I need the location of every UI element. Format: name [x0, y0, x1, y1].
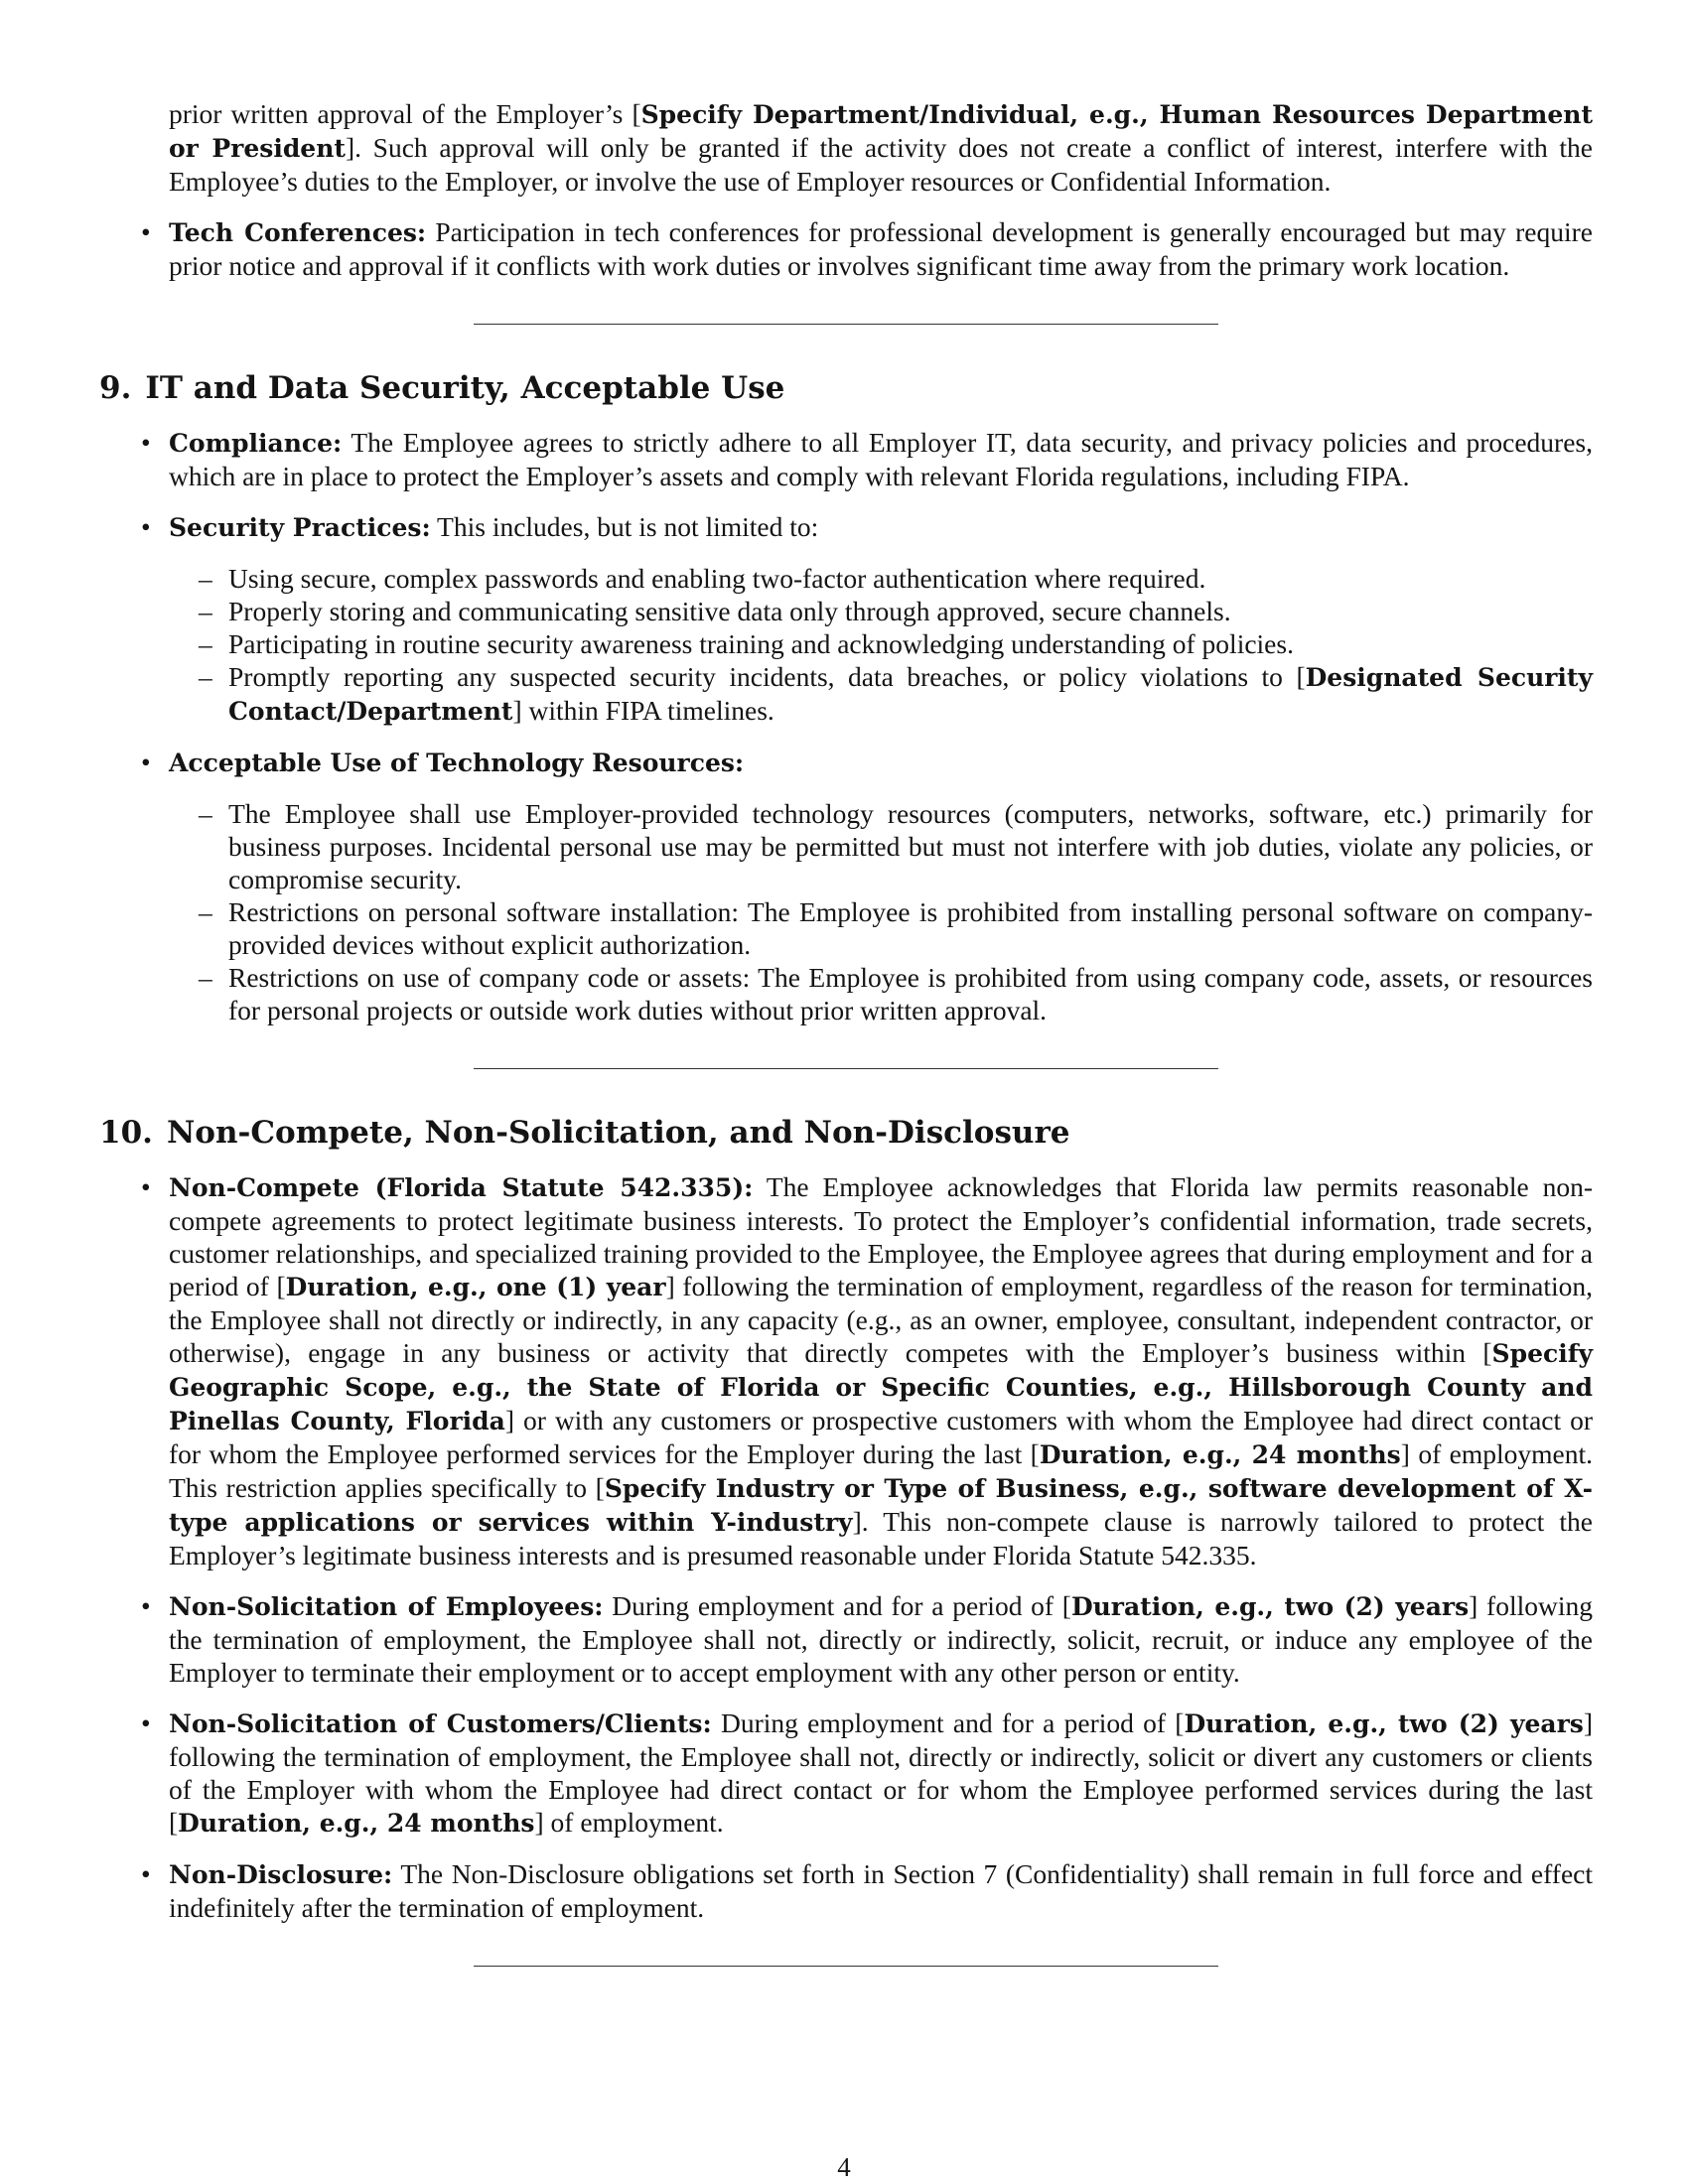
section-title: IT and Data Security, Acceptable Use [145, 370, 785, 406]
placeholder-text: Specify Industry or Type of Business, e.g., software development of X-type applications or services within Y-industry [169, 1474, 1593, 1537]
text-run: ] following the termination of employment, the Employee shall not, directly or indirectly, solicit or divert any customers or clients of the Employer with whom the Employee had direct contact or for whom the Employee performed services during the last [ [169, 1707, 1593, 1838]
item-text: Participation in tech conferences for professional development is generally encouraged but may require prior notice and approval if it conflicts with work duties or involves significant time away from the primary work location. [169, 216, 1593, 281]
sub-list-item: – Properly storing and communicating sensitive data only through approved, secure channels. [228, 595, 1593, 627]
item-label: Non-Compete (Florida Statute 542.335): [169, 1173, 754, 1202]
placeholder-text: Duration, e.g., two (2) years [1070, 1592, 1470, 1621]
list-item-non-solicitation-customers [169, 1706, 1593, 1840]
item-label: Non-Solicitation of Customers/Clients: [169, 1709, 712, 1738]
list-item-non-compete [169, 1170, 1593, 1571]
text-run: Promptly reporting any suspected security incidents, data breaches, or policy violations to [ [228, 661, 1306, 692]
item-text: The Employee agrees to strictly adhere to all Employer IT, data security, and privacy policies and procedures, which are in place to protect the Employer’s assets and comply with relevant Florida regulations, including FIPA. [169, 427, 1593, 491]
text-run: prior written approval of the Employer’s [ [169, 98, 641, 129]
list-item-non-solicitation-employees [169, 1589, 1593, 1689]
continued-paragraph [169, 97, 1593, 198]
item-label: Non-Disclosure: [169, 1860, 393, 1889]
sub-list-item: – Using secure, complex passwords and enabling two-factor authentication where required. [228, 562, 1593, 595]
section-divider [474, 324, 1218, 325]
section-divider [474, 1068, 1218, 1069]
placeholder-text: Specify Department/Individual, e.g., Human Resources Department or President [169, 100, 1593, 163]
placeholder-text: Duration, e.g., one (1) year [285, 1273, 666, 1301]
text-run: ] within FIPA timelines. [512, 695, 774, 726]
item-label: Non-Solicitation of Employees: [169, 1592, 604, 1621]
document-page [99, 97, 1594, 1967]
sub-list [228, 797, 1593, 1026]
list-item-tech-conferences [169, 215, 1593, 282]
sub-list-item: – The Employee shall use Employer-provided technology resources (computers, networks, software, etc.) primarily for business purposes. Incidental personal use may be permitted but must not interfere with job duties, violate any policies, or compromise security. [228, 797, 1593, 895]
sub-list-item [228, 660, 1593, 728]
text-run: During employment and for a period of [ [711, 1707, 1185, 1738]
placeholder-text: Specify Geographic Scope, e.g., the State of Florida or Specific Counties, e.g., Hillsborough County and Pinellas County, Florida [169, 1339, 1593, 1435]
sub-list-item: – Participating in routine security awareness training and acknowledging understanding of policies. [228, 627, 1593, 660]
section-number: 9. [99, 370, 132, 406]
bullet-list [169, 1170, 1593, 1924]
bullet-list [169, 426, 1593, 1026]
list-item-security-practices [169, 510, 1593, 728]
page-number: 4 [837, 2152, 851, 2182]
text-run: ] or with any customers or prospective customers with whom the Employee had direct contact or for whom the Employee performed services for the Employer during the last [ [169, 1405, 1593, 1469]
sub-list [228, 562, 1593, 728]
list-item-acceptable-use [169, 746, 1593, 1026]
list-item-compliance [169, 426, 1593, 492]
section-title: Non-Compete, Non-Solicitation, and Non-Disclosure [166, 1115, 1070, 1151]
item-text: The Non-Disclosure obligations set forth in Section 7 (Confidentiality) shall remain in full force and effect indefinitely after the termination of employment. [169, 1858, 1593, 1923]
placeholder-text: Duration, e.g., 24 months [178, 1809, 535, 1838]
text-run: The Employee acknowledges that Florida law permits reasonable non-compete agreements to protect legitimate business interests. To protect the Employer’s confidential information, trade secrets, customer relationships, and specialized training provided to the Employee, the Employee agrees that during employment and for a period of [ [169, 1171, 1593, 1301]
item-text: This includes, but is not limited to: [430, 511, 819, 542]
sub-list-item: – Restrictions on personal software installation: The Employee is prohibited from installing personal software on company-provided devices without explicit authorization. [228, 895, 1593, 961]
item-label: Compliance: [169, 429, 343, 458]
item-label: Tech Conferences: [169, 218, 427, 247]
text-run: ]. This non-compete clause is narrowly tailored to protect the Employer’s legitimate business interests and is presumed reasonable under Florida Statute 542.335. [169, 1506, 1593, 1570]
section-divider [474, 1966, 1218, 1967]
text-run: ] following the termination of employment, regardless of the reason for termination, the Employee shall not directly or indirectly, in any capacity (e.g., as an owner, employee, consultant, independent contractor, or otherwise), engage in any business or activity that directly competes with the Employer’s business within [ [169, 1271, 1594, 1368]
placeholder-text: Duration, e.g., two (2) years [1184, 1709, 1584, 1738]
text-run: ]. Such approval will only be granted if the activity does not create a conflict of interest, interfere with the Employee’s duties to the Employer, or involve the use of Employer resources or Confidential Information. [169, 132, 1593, 197]
placeholder-text: Duration, e.g., 24 months [1039, 1440, 1401, 1469]
placeholder-text: Designated Security Contact/Department [228, 663, 1593, 726]
text-run: ] of employment. [534, 1807, 724, 1838]
text-run: ] following the termination of employment, the Employee shall not, directly or indirectly, solicit, recruit, or induce any employee of the Employer to terminate their employment or to accept employment with any other person or entity. [169, 1590, 1593, 1688]
section-number: 10. [99, 1115, 153, 1151]
text-run: ] of employment. This restriction applies specifically to [ [169, 1438, 1594, 1503]
sub-list-item: – Restrictions on use of company code or assets: The Employee is prohibited from using company code, assets, or resources for personal projects or outside work duties without prior written approval. [228, 961, 1593, 1026]
item-label: Security Practices: [169, 513, 431, 542]
section-heading-9 [99, 368, 1593, 408]
section-heading-10 [99, 1113, 1593, 1153]
text-run: During employment and for a period of [ [603, 1590, 1071, 1621]
item-label: Acceptable Use of Technology Resources: [169, 749, 745, 777]
bullet-list [169, 215, 1593, 282]
list-item-non-disclosure [169, 1857, 1593, 1924]
